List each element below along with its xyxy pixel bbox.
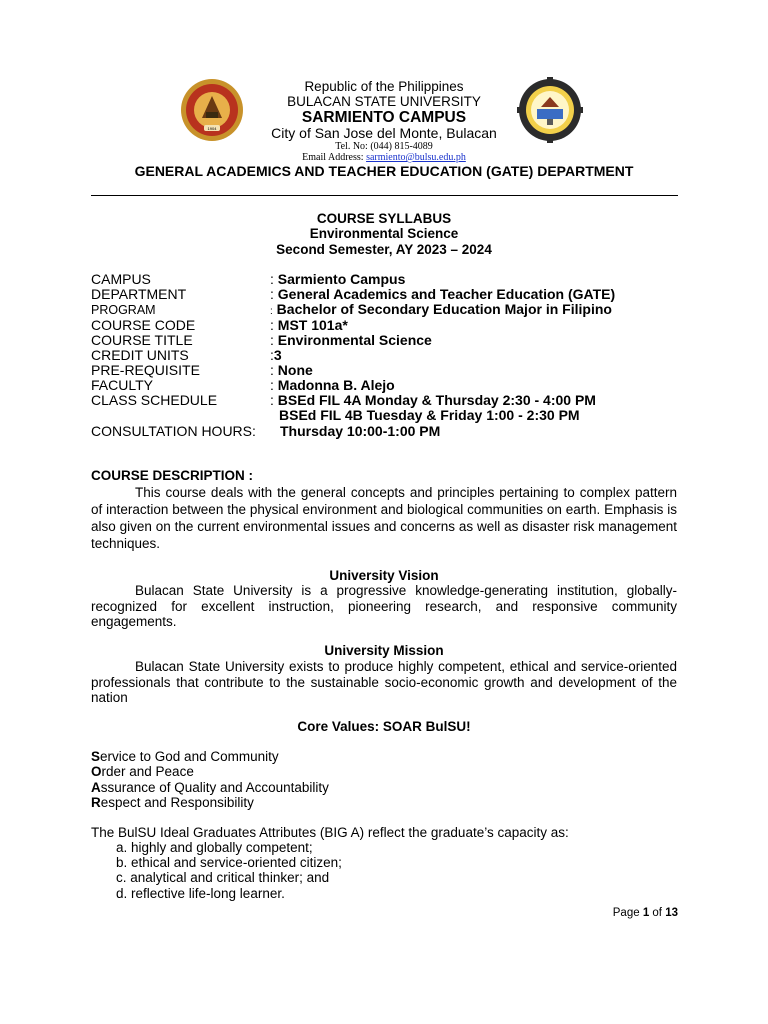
republic-text: Republic of the Philippines — [304, 79, 464, 94]
field-label-class-schedule: CLASS SCHEDULE — [91, 392, 218, 408]
field-value-program: : Bachelor of Secondary Education Major in Filipino — [270, 301, 612, 317]
seal-year-text: 1904 — [207, 126, 217, 131]
city-text: City of San Jose del Monte, Bulacan — [271, 125, 497, 141]
course-description-text: This course deals with the general concepts and principles pertaining to complex pattern of interaction between the physical environment and biological communities on earth. Emphasis is also given on the current environmental issues and concerns as well as disaster risk management techniques. — [91, 485, 677, 551]
vision-heading: University Vision — [329, 568, 439, 583]
syllabus-subject: Environmental Science — [309, 226, 459, 241]
core-values-heading: Core Values: SOAR BulSU! — [297, 719, 471, 734]
big-a-item: a. highly and globally competent; — [116, 840, 313, 855]
campus-name: SARMIENTO CAMPUS — [301, 109, 467, 126]
page-number: Page 1 of 13 — [612, 907, 678, 919]
telephone-text: Tel. No: (044) 815-4089 — [335, 141, 433, 152]
field-label-department: DEPARTMENT — [91, 286, 187, 302]
core-value-item: Respect and Responsibility — [91, 795, 254, 810]
mission-heading: University Mission — [324, 643, 444, 658]
field-label-prerequisite: PRE-REQUISITE — [91, 362, 200, 378]
field-value-department: : General Academics and Teacher Education (GATE) — [270, 286, 616, 302]
email-label: Email Address: — [302, 152, 367, 163]
field-label-credit-units: CREDIT UNITS — [91, 347, 189, 363]
field-value-course-code: : MST 101a* — [270, 317, 348, 333]
core-value-item: Assurance of Quality and Accountability — [91, 780, 329, 795]
field-value-prerequisite: : None — [270, 362, 313, 378]
field-value-class-schedule-4b: BSEd FIL 4B Tuesday & Friday 1:00 - 2:30 PM — [279, 407, 580, 423]
field-label-course-code: COURSE CODE — [91, 317, 196, 333]
field-label-faculty: FACULTY — [91, 377, 153, 393]
email-link[interactable]: sarmiento@bulsu.edu.ph — [366, 152, 466, 163]
core-value-item: Service to God and Community — [91, 749, 279, 764]
course-description-heading: COURSE DESCRIPTION : — [91, 468, 254, 483]
syllabus-semester: Second Semester, AY 2023 – 2024 — [276, 242, 492, 257]
university-name: BULACAN STATE UNIVERSITY — [287, 94, 481, 109]
mission-text: Bulacan State University exists to produce highly competent, ethical and service-oriented professionals that contribute to the sustainable socio-economic growth and development of the nation — [91, 659, 677, 705]
field-label-program: PROGRAM — [91, 303, 156, 317]
field-value-consultation-hours: Thursday 10:00-1:00 PM — [280, 423, 441, 439]
email-line — [0, 152, 768, 163]
field-value-campus: : Sarmiento Campus — [270, 271, 406, 287]
field-label-consultation-hours: CONSULTATION HOURS: — [91, 423, 256, 439]
department-heading: GENERAL ACADEMICS AND TEACHER EDUCATION (GATE) DEPARTMENT — [134, 163, 634, 179]
header-divider — [91, 195, 678, 196]
field-value-faculty: : Madonna B. Alejo — [270, 377, 395, 393]
big-a-item: d. reflective life-long learner. — [116, 886, 285, 901]
field-value-course-title: : Environmental Science — [270, 332, 432, 348]
big-a-intro: The BulSU Ideal Graduates Attributes (BIG A) reflect the graduate’s capacity as: — [91, 825, 569, 840]
core-value-item: Order and Peace — [91, 764, 194, 779]
field-value-class-schedule-4a: : BSEd FIL 4A Monday & Thursday 2:30 - 4:00 PM — [270, 392, 596, 408]
field-label-course-title: COURSE TITLE — [91, 332, 193, 348]
field-label-campus: CAMPUS — [91, 271, 151, 287]
field-value-credit-units: :3 — [270, 347, 282, 363]
syllabus-title: COURSE SYLLABUS — [316, 211, 452, 226]
big-a-item: c. analytical and critical thinker; and — [116, 870, 330, 885]
big-a-item: b. ethical and service-oriented citizen; — [116, 855, 342, 870]
vision-text: Bulacan State University is a progressive knowledge-generating institution, globally-recognized for excellent instruction, pioneering research, and responsive community engagements. — [91, 583, 677, 629]
